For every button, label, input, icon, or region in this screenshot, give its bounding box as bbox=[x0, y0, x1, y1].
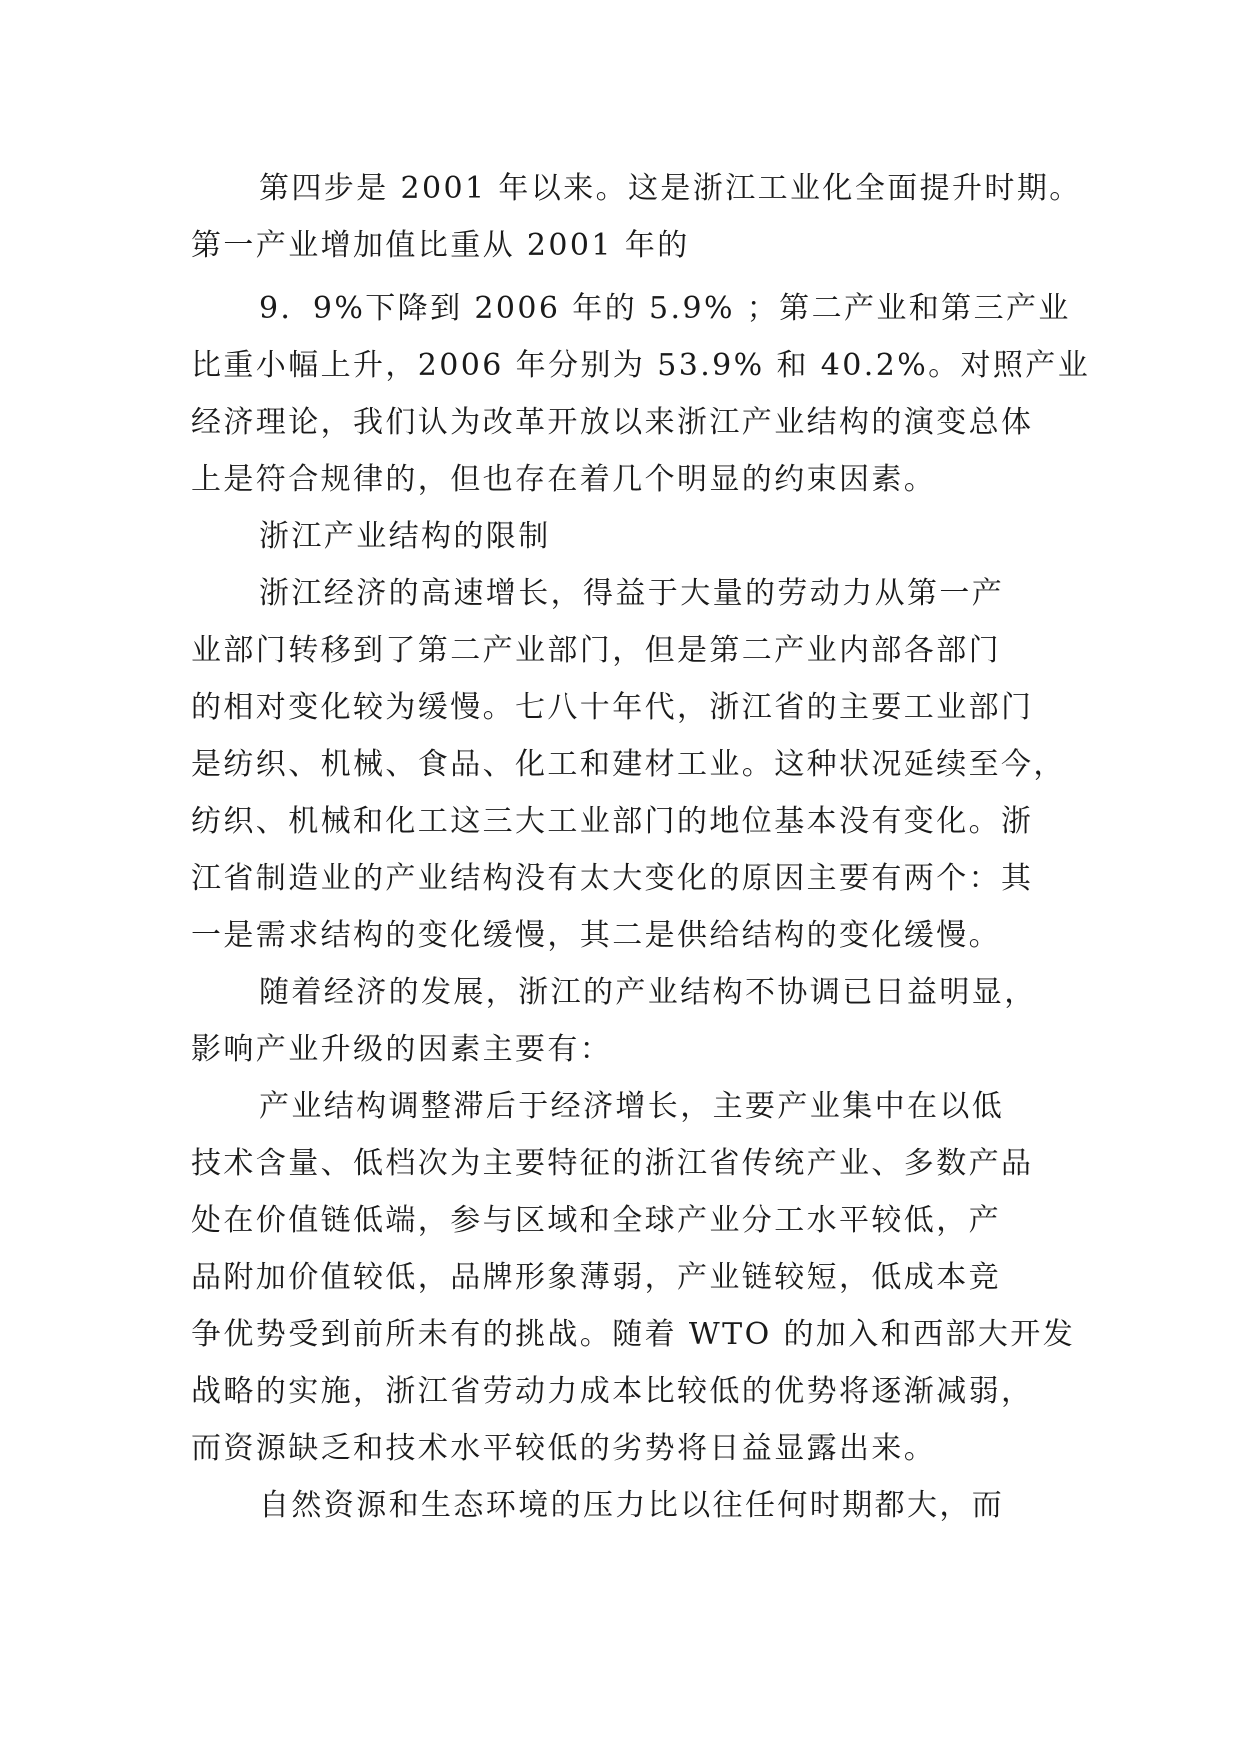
text-line: 品附加价值较低，品牌形象薄弱，产业链较短，低成本竞 bbox=[191, 1260, 1001, 1295]
text-line: 的相对变化较为缓慢。七八十年代，浙江省的主要工业部门 bbox=[191, 690, 1034, 725]
text-line: 处在价值链低端，参与区域和全球产业分工水平较低，产 bbox=[191, 1203, 1001, 1238]
text-line: 自然资源和生态环境的压力比以往任何时期都大，而 bbox=[259, 1488, 1005, 1523]
text-line: 随着经济的发展，浙江的产业结构不协调已日益明显， bbox=[259, 975, 1037, 1010]
document-body bbox=[191, 160, 1091, 1534]
text-line: 争优势受到前所未有的挑战。随着 WTO 的加入和西部大开发 bbox=[191, 1317, 1076, 1352]
text-line: 影响产业升级的因素主要有： bbox=[191, 1032, 613, 1067]
text-line: 比重小幅上升，2006 年分别为 53.9% 和 40.2%。对照产业 bbox=[191, 348, 1091, 383]
text-line: 战略的实施，浙江省劳动力成本比较低的优势将逐渐减弱， bbox=[191, 1374, 1034, 1409]
section-heading: 浙江产业结构的限制 bbox=[259, 519, 551, 554]
text-line: 是纺织、机械、食品、化工和建材工业。这种状况延续至今， bbox=[191, 747, 1066, 782]
text-line: 第四步是 2001 年以来。这是浙江工业化全面提升时期。 bbox=[259, 171, 1082, 206]
text-line: 一是需求结构的变化缓慢，其二是供给结构的变化缓慢。 bbox=[191, 918, 1001, 953]
text-line: 技术含量、低档次为主要特征的浙江省传统产业、多数产品 bbox=[191, 1146, 1034, 1181]
text-line: 第一产业增加值比重从 2001 年的 bbox=[191, 228, 690, 263]
text-line: 业部门转移到了第二产业部门，但是第二产业内部各部门 bbox=[191, 633, 1001, 668]
text-line: 纺织、机械和化工这三大工业部门的地位基本没有变化。浙 bbox=[191, 804, 1034, 839]
text-line: 9．9%下降到 2006 年的 5.9% ；第二产业和第三产业 bbox=[259, 291, 1071, 326]
text-line: 浙江经济的高速增长，得益于大量的劳动力从第一产 bbox=[259, 576, 1005, 611]
text-line: 上是符合规律的，但也存在着几个明显的约束因素。 bbox=[191, 462, 937, 497]
text-line: 江省制造业的产业结构没有太大变化的原因主要有两个：其 bbox=[191, 861, 1034, 896]
text-line: 经济理论，我们认为改革开放以来浙江产业结构的演变总体 bbox=[191, 405, 1034, 440]
text-line: 产业结构调整滞后于经济增长，主要产业集中在以低 bbox=[259, 1089, 1005, 1124]
text-line: 而资源缺乏和技术水平较低的劣势将日益显露出来。 bbox=[191, 1431, 937, 1466]
